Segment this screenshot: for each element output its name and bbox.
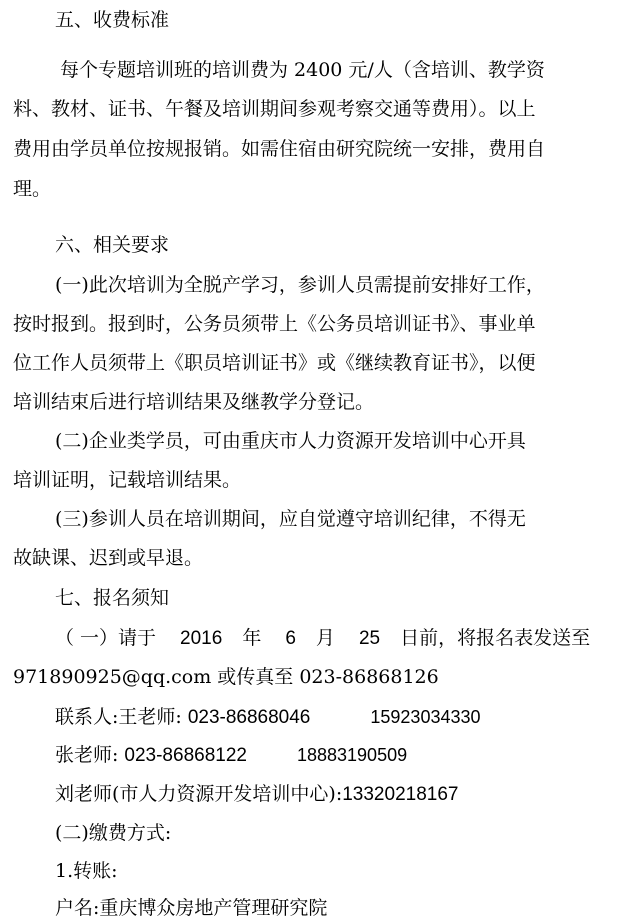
contact-phone-wang: 023-86868046 [187, 707, 311, 728]
contact-label-zhang: 张老师: [55, 744, 119, 766]
deadline-prefix: （ 一）请于 [55, 627, 157, 649]
requirements-line-1: (一)此次培训为全脱产学习，参训人员需提前安排好工作， [55, 274, 545, 296]
payment-account-name: 户名:重庆博众房地产管理研究院 [55, 897, 328, 919]
deadline-year-unit: 年 [242, 627, 262, 649]
contact-label-liu: 刘老师(市人力资源开发培训中心): [55, 783, 343, 805]
contact-phone-liu: 13320218167 [342, 784, 459, 805]
fee-line-3: 费用由学员单位按规报销。如需住宿由研究院统一安排，费用自 [13, 138, 546, 160]
contact-phone-zhang: 023-86868122 [124, 745, 247, 766]
deadline-year: 2016 [180, 628, 223, 649]
registration-heading: 七、报名须知 [55, 587, 170, 609]
deadline-day: 25 [358, 628, 381, 649]
registration-deadline-line [55, 626, 590, 651]
requirements-line-3: 位工作人员须带上《职员培训证书》或《继续教育证书》，以便 [13, 352, 536, 374]
fee-heading: 五、收费标准 [55, 9, 170, 31]
requirements-line-6: 培训证明，记载培训结果。 [13, 469, 242, 491]
contact-label-wang: 联系人:王老师: [55, 706, 182, 728]
requirements-line-8: 故缺课、迟到或早退。 [13, 547, 204, 569]
contact-row-wang [55, 705, 481, 730]
fee-line-4: 理。 [13, 178, 52, 200]
payment-transfer-label: 1.转账: [55, 860, 118, 882]
deadline-month: 6 [285, 628, 296, 649]
requirements-line-4: 培训结束后进行培训结果及继教学分登记。 [13, 391, 375, 413]
requirements-line-7: (三)参训人员在培训期间，应自觉遵守培训纪律，不得无 [55, 508, 526, 530]
contact-row-liu [55, 782, 458, 807]
deadline-suffix: 日前，将报名表发送至 [400, 627, 591, 649]
deadline-month-unit: 月 [315, 627, 335, 649]
fee-line-2: 料、教材、证书、午餐及培训期间参观考察交通等费用）。以上 [13, 98, 536, 120]
requirements-heading: 六、相关要求 [55, 234, 170, 256]
contact-mobile-zhang: 18883190509 [296, 745, 408, 765]
requirements-line-5: (二)企业类学员，可由重庆市人力资源开发培训中心开具 [55, 430, 526, 452]
contact-mobile-wang: 15923034330 [370, 707, 481, 727]
payment-method-heading: (二)缴费方式: [55, 822, 172, 844]
registration-email-fax-line: 971890925@qq.com 或传真至 023-86868126 [13, 666, 439, 688]
requirements-line-2: 按时报到。报到时，公务员须带上《公务员培训证书》、事业单 [13, 313, 536, 335]
fee-line-1: 每个专题培训班的培训费为 2400 元/人（含培训、教学资 [60, 59, 545, 81]
contact-row-zhang [55, 743, 407, 768]
